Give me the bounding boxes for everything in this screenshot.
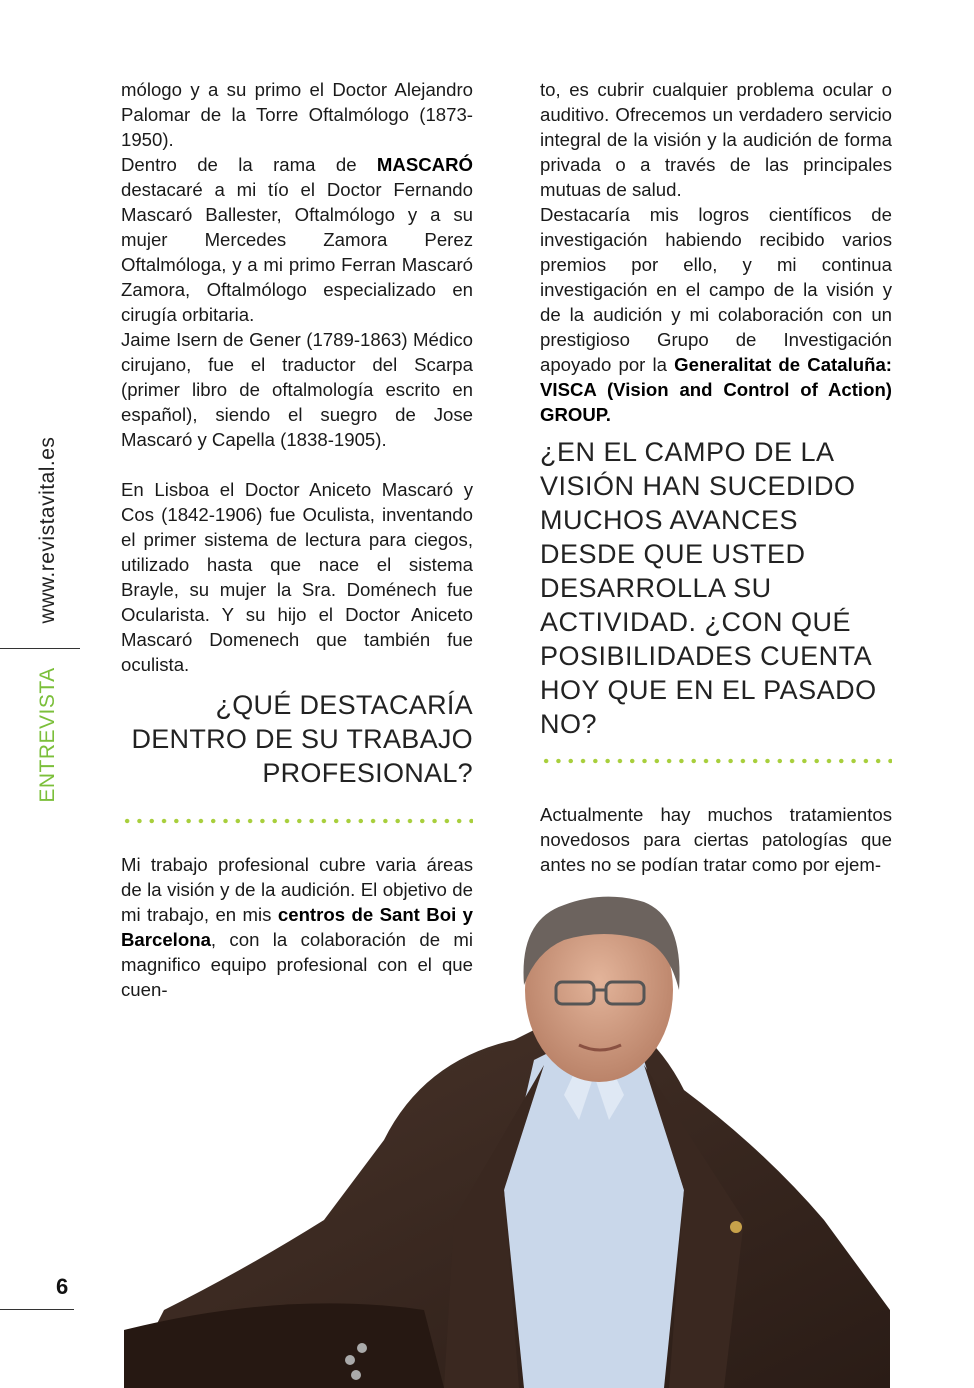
question-heading: ¿QUÉ DESTACARÍA DENTRO DE SU TRABAJO PROFESIONAL? <box>131 690 473 788</box>
paragraph: En Lisboa el Doctor Aniceto Mascaró y Cos (1842-1906) fue Oculista, inventando el primer sistema de lectura para ciegos, utilizado hasta que nace el sistema Brayle, su mujer la Sra. Doménech fue Ocularista. Y su hijo el Doctor Aniceto Mascaró Domenech que también fue oculista. <box>121 479 473 675</box>
dotted-divider <box>121 818 473 826</box>
page-number-rule <box>0 1309 74 1310</box>
section-label: ENTREVISTA <box>36 667 59 803</box>
dotted-divider <box>540 758 892 766</box>
bold-text: MASCARÓ <box>376 154 473 175</box>
paragraph: Destacaría mis logros científicos de investigación habiendo recibido varios premios por ello, y mi continua investigación en el campo de la visión y de la audición y mi colaboración con un prestigioso Grupo de Investigación apoyado por la Generalitat de Cataluña: VISCA (Vision and Control of Action) GROUP. <box>540 204 892 425</box>
bold-text: centros de Sant Boi y Barcelona <box>121 904 473 950</box>
right-column-answer <box>540 802 892 877</box>
paragraph: Dentro de la rama de MASCARÓ destacaré a mi tío el Doctor Fernando Mascaró Ballester, Oftalmólogo y a su mujer Mercedes Zamora Perez Oftalmóloga, y a mi primo Ferran Mascaró Zamora, Oftalmólogo especializado en cirugía orbitaria. <box>121 154 473 325</box>
page-number: 6 <box>56 1274 69 1299</box>
bold-text: Generalitat de Cataluña: VISCA (Vision and Control of Action) GROUP. <box>540 354 892 425</box>
paragraph: Mi trabajo profesional cubre varia áreas de la visión y de la audición. El objetivo de mi trabajo, en mis centros de Sant Boi y Barcelona, con la colaboración de mi magnifico equipo profesional con el que cuen- <box>121 854 473 1000</box>
left-column-text <box>121 77 473 677</box>
paragraph: to, es cubrir cualquier problema ocular o auditivo. Ofrecemos un verdadero servicio integral de la visión y la audición de forma privada o a través de las principales mutuas de salud. <box>540 79 892 200</box>
question-heading: ¿EN EL CAMPO DE LA VISIÓN HAN SUCEDIDO MUCHOS AVANCES DESDE QUE USTED DESARROLLA SU ACTIVIDAD. ¿CON QUÉ POSIBILIDADES CUENTA HOY QUE EN EL PASADO NO? <box>540 437 877 739</box>
paragraph: mólogo y a su primo el Doctor Alejandro Palomar de la Torre Oftalmólogo (1873-1950). <box>121 79 473 150</box>
right-column-text <box>540 77 892 427</box>
portrait-photo <box>124 890 890 1388</box>
site-url: www.revistavital.es <box>36 436 59 624</box>
paragraph: Jaime Isern de Gener (1789-1863) Médico cirujano, fue el traductor del Scarpa (primer libro de oftalmología escrito en español), siendo el suegro de Jose Mascaró y Capella (1838-1905). <box>121 329 473 450</box>
sidebar-divider <box>0 648 80 649</box>
paragraph: Actualmente hay muchos tratamientos novedosos para ciertas patologías que antes no se podían tratar como por ejem- <box>540 804 892 875</box>
